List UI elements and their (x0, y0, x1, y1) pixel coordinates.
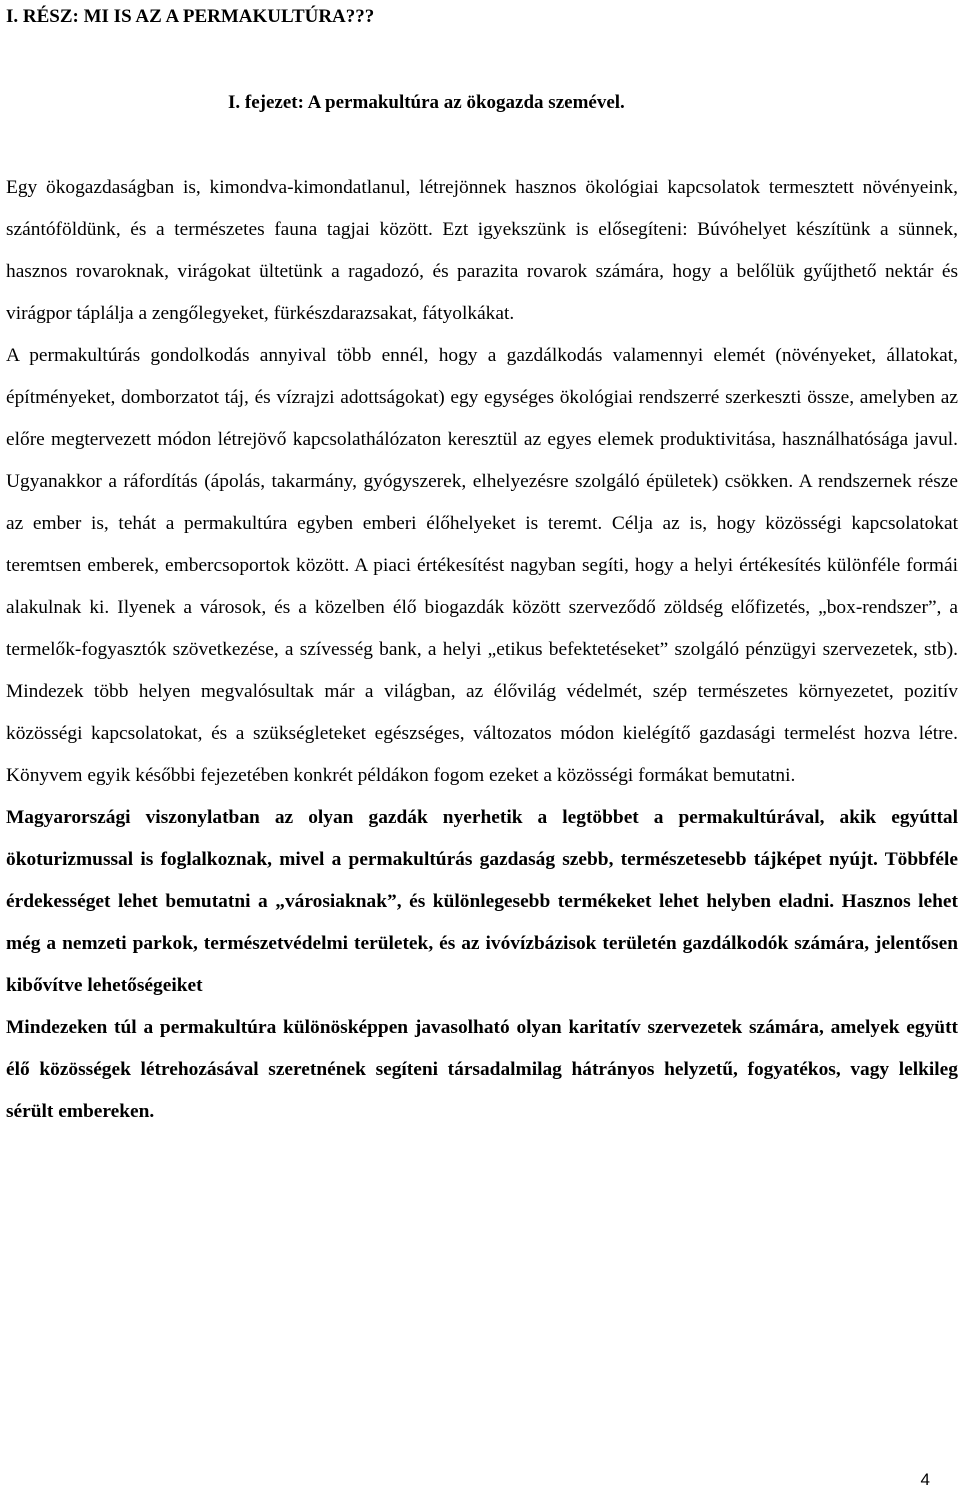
chapter-title: I. fejezet: A permakultúra az ökogazda szemével. (228, 92, 625, 113)
part-title: I. RÉSZ: MI IS AZ A PERMAKULTÚRA??? (6, 6, 375, 27)
paragraph-hungary-ecotourism: Magyarországi viszonylatban az olyan gazdák nyerhetik a legtöbbet a permakultúrával, akik egyúttal ökoturizmussal is foglalkoznak, mivel a permakultúrás gazdaság szebb, természetesebb tájképet nyújt. Többféle érdekességet lehet bemutatni a „városiaknak”, és különlegesebb termékeket lehet helyben eladni. Hasznos lehet még a nemzeti parkok, természetvédelmi területek, és az ivóvízbázisok területén gazdálkodók számára, jelentősen kibővítve lehetőségeiket (6, 807, 958, 996)
page-number: 4 (920, 1470, 930, 1489)
body-text (6, 167, 958, 1133)
paragraph-charitable-organizations: Mindezeken túl a permakultúra különösképpen javasolható olyan karitatív szervezetek számára, amelyek együtt élő közösségek létrehozásával szeretnének segíteni társadalmilag hátrányos helyzetű, fogyatékos, vagy lelkileg sérült embereken. (6, 1017, 958, 1122)
paragraph-permaculture-thinking: A permakultúrás gondolkodás annyival több ennél, hogy a gazdálkodás valamennyi elemét (növényeket, állatokat, építményeket, domborzatot táj, és vízrajzi adottságokat) egy egységes ökológiai rendszerré szerkeszti össze, amelyben az előre megtervezett módon létrejövő kapcsolathálózaton keresztül az egyes elemek produktivitása, használhatósága javul. Ugyanakkor a ráfordítás (ápolás, takarmány, gyógyszerek, elhelyezésre szolgáló épületek) csökken. A rendszernek része az ember is, tehát a permakultúra egyben emberi élőhelyeket is teremt. Célja az is, hogy közösségi kapcsolatokat teremtsen emberek, embercsoportok között. A piaci értékesítést nagyban segíti, hogy a helyi értékesítés különféle formái alakulnak ki. Ilyenek a városok, és a közelben élő biogazdák között szerveződő zöldség előfizetés, „box-rendszer”, a termelők-fogyasztók szövetkezése, a szívesség bank, a helyi „etikus befektetéseket” szolgáló pénzügyi szervezetek, stb). Mindezek több helyen megvalósultak már a világban, az élővilág védelmét, szép természetes környezetet, pozitív közösségi kapcsolatokat, és a szükségleteket egészséges, változatos módon kielégítő gazdasági termelést hozva létre. Könyvem egyik későbbi fejezetében konkrét példákon fogom ezeket a közösségi formákat bemutatni. (6, 345, 958, 786)
paragraph-intro: Egy ökogazdaságban is, kimondva-kimondatlanul, létrejönnek hasznos ökológiai kapcsolatok termesztett növényeink, szántóföldünk, és a természetes fauna tagjai között. Ezt igyekszünk is elősegíteni: Búvóhelyet készítünk a sünnek, hasznos rovaroknak, virágokat ültetünk a ragadozó, és parazita rovarok számára, hogy a belőlük gyűjthető nektár és virágpor táplálja a zengőlegyeket, fürkészdarazsakat, fátyolkákat. (6, 177, 958, 324)
